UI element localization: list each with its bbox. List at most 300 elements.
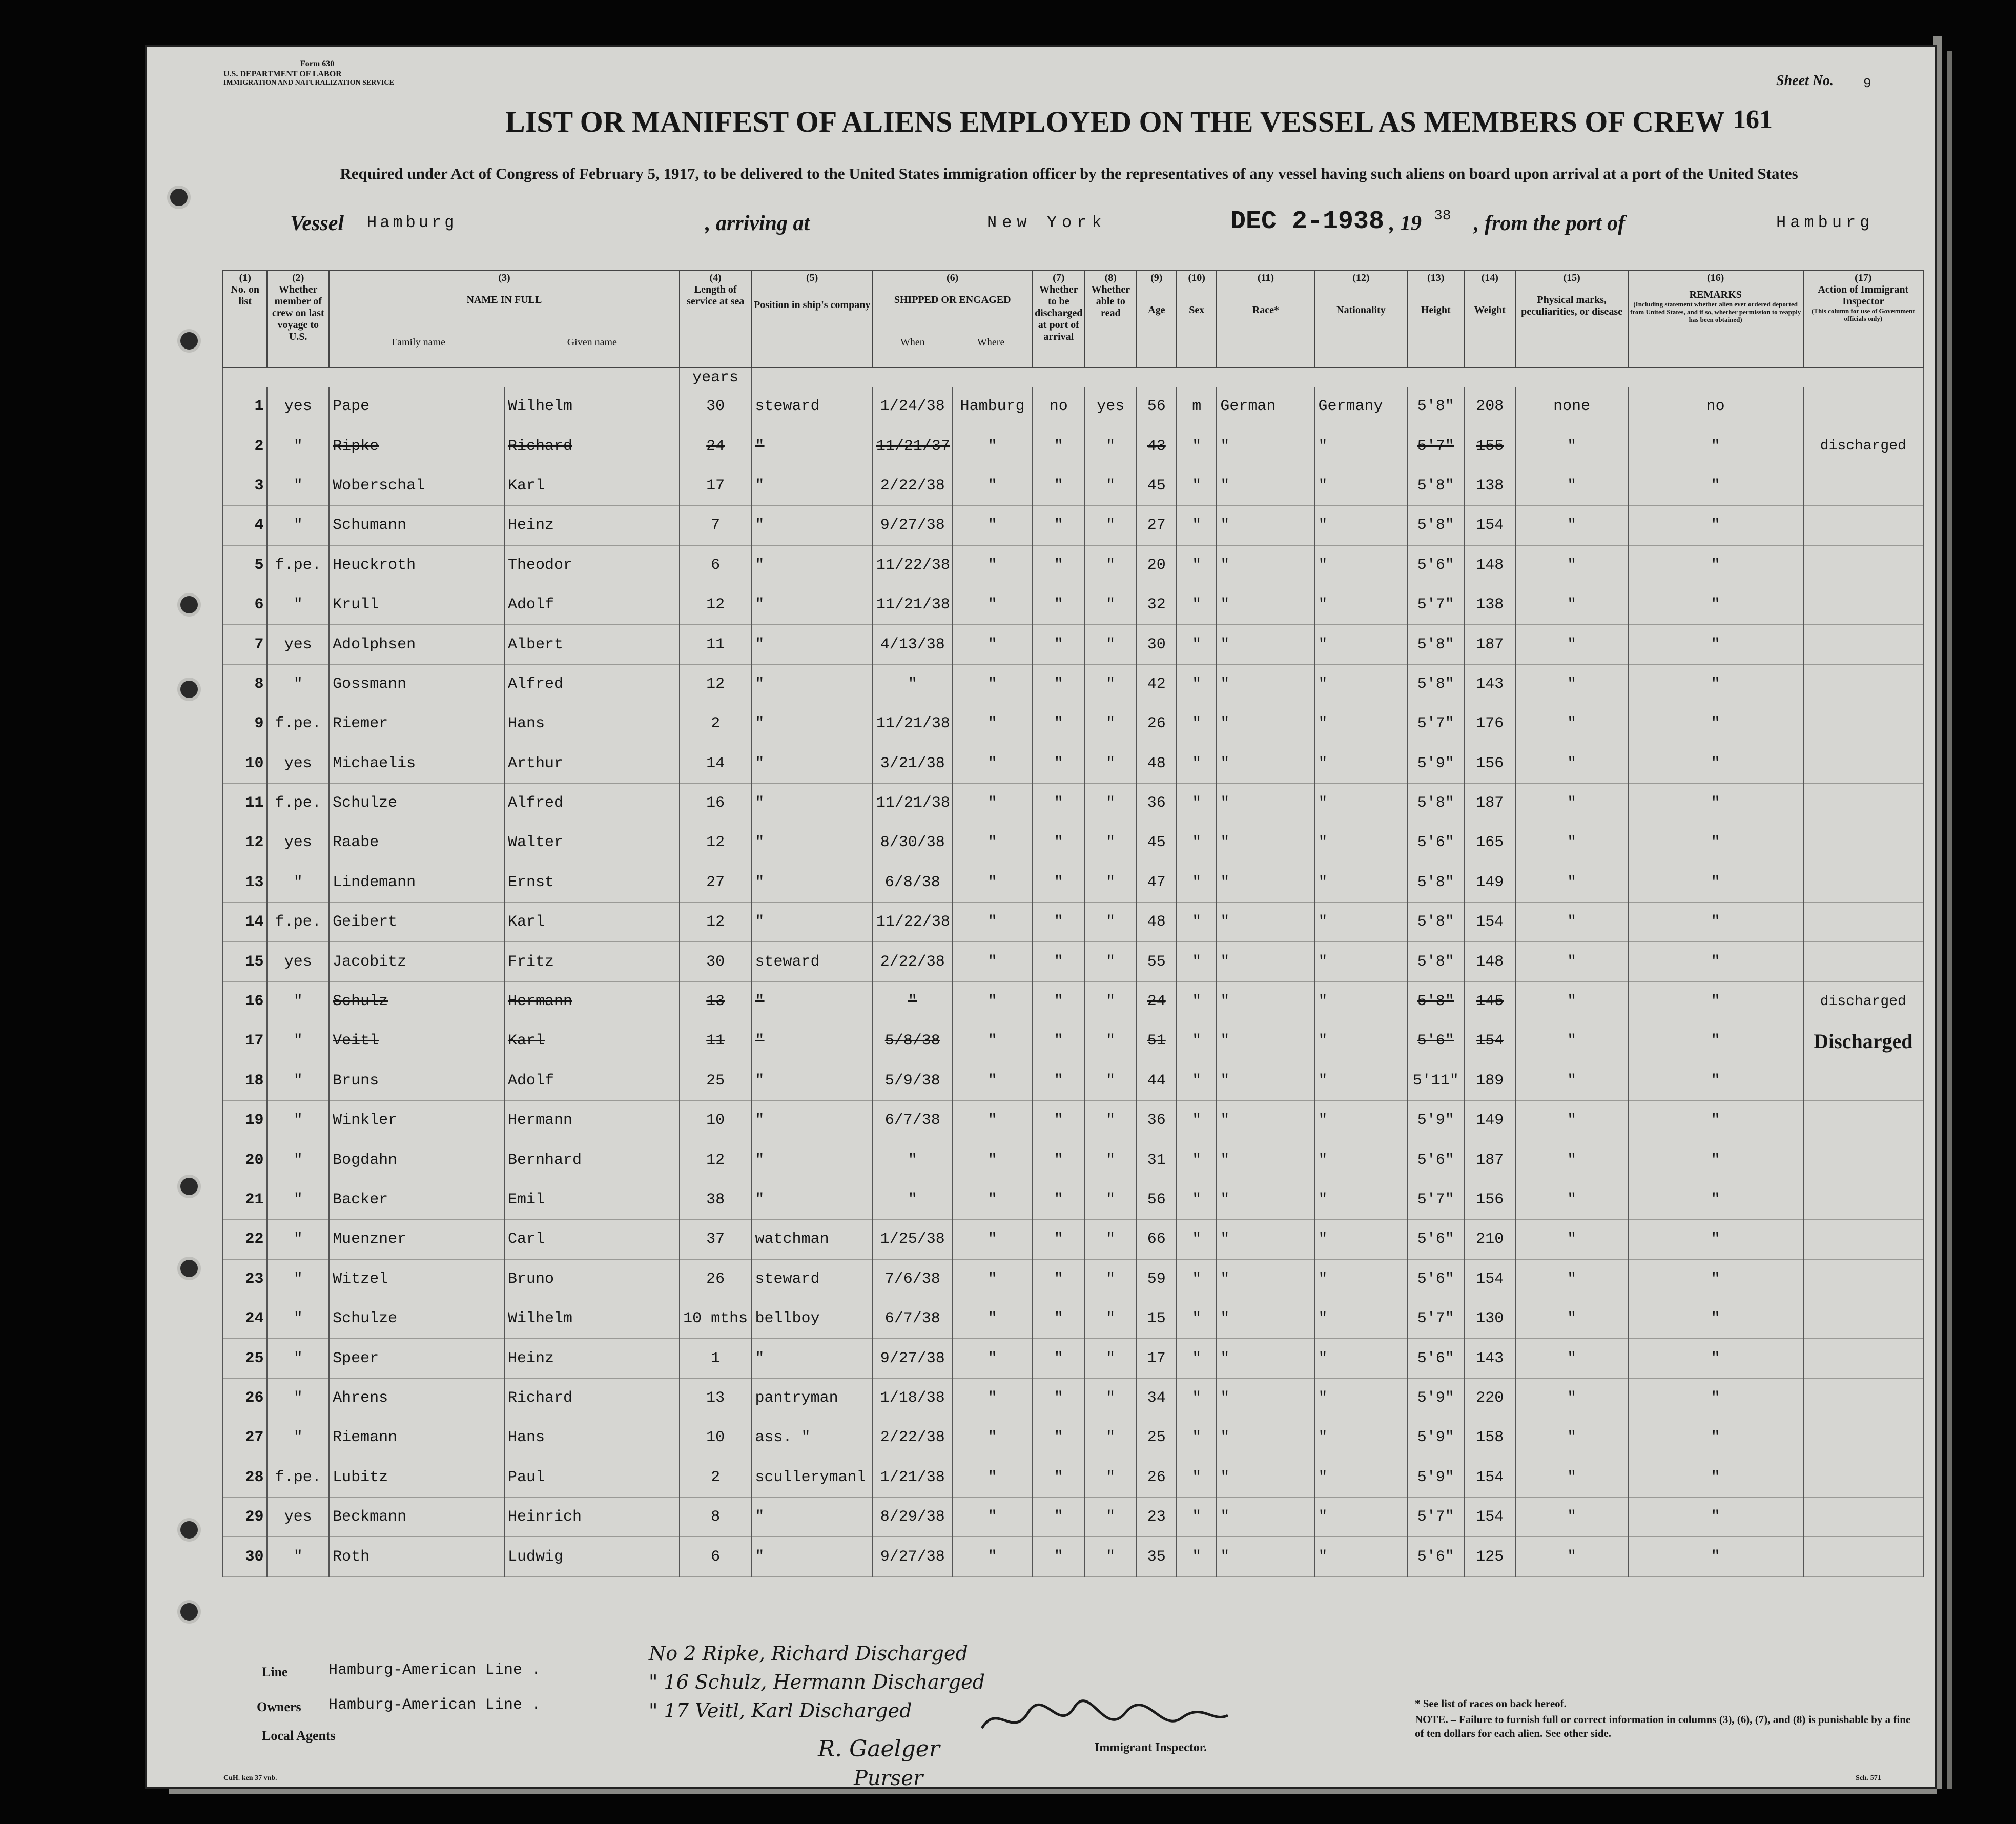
height-cell: 5'8" (1407, 387, 1464, 426)
row-number-cell: 30 (223, 1537, 267, 1576)
purser-signature: R. Gaelger (818, 1736, 940, 1762)
row-number-cell: 6 (223, 585, 267, 624)
shipped-when-header: When (900, 337, 925, 348)
discharge-flag-cell: " (1033, 1458, 1085, 1497)
family-name-cell: Adolphsen (329, 625, 504, 664)
height-cell: 5'7" (1407, 1299, 1464, 1338)
discharge-flag-cell: " (1033, 1220, 1085, 1259)
length-of-service-cell: 11 (680, 1021, 752, 1061)
age-cell: 23 (1137, 1497, 1177, 1536)
sex-cell: " (1177, 1497, 1217, 1536)
length-of-service-cell: 38 (680, 1180, 752, 1219)
shipped-where-cell: " (953, 1458, 1033, 1497)
binder-hole (177, 1518, 201, 1542)
weight-cell: 143 (1464, 664, 1516, 704)
given-name-cell: Bruno (504, 1259, 680, 1299)
physical-marks-cell: " (1516, 1378, 1628, 1418)
family-name-cell: Ripke (329, 426, 504, 466)
table-row (223, 585, 1923, 624)
inspector-action-cell (1803, 1220, 1923, 1259)
age-cell: 59 (1137, 1259, 1177, 1299)
family-name-cell: Pape (329, 387, 504, 426)
binder-hole (167, 186, 191, 209)
race-cell: " (1217, 903, 1314, 942)
weight-cell: 148 (1464, 545, 1516, 585)
table-row (223, 1458, 1923, 1497)
row-number-cell: 8 (223, 664, 267, 704)
remarks-cell: " (1628, 942, 1803, 981)
nationality-cell: " (1314, 426, 1407, 466)
shipped-when-cell: 1/25/38 (873, 1220, 953, 1259)
form-number: Form 630 (300, 59, 335, 68)
physical-marks-cell: " (1516, 903, 1628, 942)
given-name-cell: Albert (504, 625, 680, 664)
read-flag-cell: " (1085, 704, 1137, 744)
shipped-when-cell: 11/22/38 (873, 903, 953, 942)
family-name-cell: Jacobitz (329, 942, 504, 981)
sex-cell: " (1177, 1140, 1217, 1180)
sex-cell: " (1177, 981, 1217, 1021)
given-name-cell: Fritz (504, 942, 680, 981)
discharge-flag-cell: " (1033, 506, 1085, 545)
given-name-cell: Heinrich (504, 1497, 680, 1536)
sheet-no-value: 9 (1863, 76, 1871, 91)
inspector-signature (977, 1697, 1233, 1744)
age-cell: 30 (1137, 625, 1177, 664)
position-cell: " (752, 1140, 873, 1180)
given-name-cell: Hans (504, 1418, 680, 1458)
weight-cell: 187 (1464, 625, 1516, 664)
age-cell: 36 (1137, 1101, 1177, 1140)
read-flag-cell: " (1085, 863, 1137, 902)
weight-cell: 130 (1464, 1299, 1516, 1338)
table-row (223, 744, 1923, 783)
length-of-service-cell: 11 (680, 625, 752, 664)
prev-voyage-cell: f.pe. (267, 545, 329, 585)
age-cell: 36 (1137, 783, 1177, 823)
shipped-where-cell: " (953, 981, 1033, 1021)
read-flag-cell: " (1085, 1140, 1137, 1180)
shipped-when-cell: 9/27/38 (873, 1537, 953, 1576)
remarks-cell: " (1628, 1021, 1803, 1061)
inspector-action-cell (1803, 506, 1923, 545)
position-cell: " (752, 625, 873, 664)
shipped-where-cell: " (953, 823, 1033, 863)
physical-marks-cell: none (1516, 387, 1628, 426)
physical-marks-cell: " (1516, 426, 1628, 466)
remarks-cell: " (1628, 744, 1803, 783)
read-flag-cell: " (1085, 942, 1137, 981)
race-cell: " (1217, 942, 1314, 981)
remarks-cell: " (1628, 585, 1803, 624)
length-of-service-cell: 2 (680, 704, 752, 744)
race-cell: " (1217, 981, 1314, 1021)
table-row (223, 1418, 1923, 1458)
race-cell: " (1217, 1339, 1314, 1378)
sex-cell: " (1177, 744, 1217, 783)
remarks-cell: " (1628, 1339, 1803, 1378)
weight-cell: 154 (1464, 506, 1516, 545)
crew-rows (223, 387, 1923, 1576)
length-of-service-cell: 10 (680, 1418, 752, 1458)
inspector-action-cell (1803, 903, 1923, 942)
read-flag-cell: " (1085, 1180, 1137, 1219)
given-name-cell: Karl (504, 466, 680, 505)
nationality-cell: " (1314, 1497, 1407, 1536)
shipped-where-cell: " (953, 1021, 1033, 1061)
position-cell: " (752, 981, 873, 1021)
age-cell: 26 (1137, 1458, 1177, 1497)
length-of-service-cell: 12 (680, 1140, 752, 1180)
inspector-action-cell (1803, 625, 1923, 664)
weight-cell: 189 (1464, 1061, 1516, 1100)
given-name-cell: Heinz (504, 1339, 680, 1378)
race-cell: " (1217, 506, 1314, 545)
row-number-cell: 13 (223, 863, 267, 902)
row-number-cell: 17 (223, 1021, 267, 1061)
given-name-cell: Wilhelm (504, 1299, 680, 1338)
row-number-cell: 4 (223, 506, 267, 545)
race-cell: " (1217, 1458, 1314, 1497)
sex-cell: " (1177, 1537, 1217, 1576)
inspector-label: Immigrant Inspector. (1095, 1741, 1207, 1754)
age-cell: 32 (1137, 585, 1177, 624)
nationality-cell: " (1314, 664, 1407, 704)
length-of-service-cell: 37 (680, 1220, 752, 1259)
col-height-header: (13) Height (1407, 271, 1464, 368)
height-cell: 5'8" (1407, 625, 1464, 664)
family-name-cell: Schumann (329, 506, 504, 545)
sheet-no-label: Sheet No. (1776, 73, 1834, 89)
shipped-when-cell: 9/27/38 (873, 506, 953, 545)
inspector-action-cell (1803, 863, 1923, 902)
position-cell: " (752, 1537, 873, 1576)
nationality-cell: " (1314, 823, 1407, 863)
inspector-action-cell (1803, 545, 1923, 585)
race-cell: " (1217, 1140, 1314, 1180)
race-cell: German (1217, 387, 1314, 426)
prev-voyage-cell: " (267, 981, 329, 1021)
form-title: LIST OR MANIFEST OF ALIENS EMPLOYED ON THE VESSEL AS MEMBERS OF CREW (505, 105, 1725, 138)
physical-marks-cell: " (1516, 506, 1628, 545)
race-cell: " (1217, 466, 1314, 505)
length-of-service-cell: 12 (680, 903, 752, 942)
position-cell: " (752, 426, 873, 466)
discharge-flag-cell: " (1033, 1339, 1085, 1378)
inspector-action-cell (1803, 704, 1923, 744)
sex-cell: " (1177, 506, 1217, 545)
read-flag-cell: " (1085, 783, 1137, 823)
race-cell: " (1217, 1259, 1314, 1299)
nationality-cell: Germany (1314, 387, 1407, 426)
shipped-where-cell: Hamburg (953, 387, 1033, 426)
nationality-cell: " (1314, 1220, 1407, 1259)
nationality-cell: " (1314, 545, 1407, 585)
shipped-where-cell: " (953, 545, 1033, 585)
from-port-value: Hamburg (1776, 213, 1874, 232)
read-flag-cell: " (1085, 903, 1137, 942)
length-of-service-cell: 10 (680, 1101, 752, 1140)
shipped-when-cell: 4/13/38 (873, 625, 953, 664)
prev-voyage-cell: yes (267, 387, 329, 426)
row-number-cell: 12 (223, 823, 267, 863)
col-shipped-header: (6) SHIPPED OR ENGAGED When Where (873, 271, 1033, 368)
inspector-action-cell (1803, 466, 1923, 505)
family-name-cell: Muenzner (329, 1220, 504, 1259)
binder-hole (177, 1600, 201, 1624)
physical-marks-cell: " (1516, 466, 1628, 505)
sex-cell: " (1177, 625, 1217, 664)
table-row (223, 1537, 1923, 1576)
shipped-where-cell: " (953, 783, 1033, 823)
race-cell: " (1217, 1061, 1314, 1100)
age-cell: 45 (1137, 466, 1177, 505)
position-cell: " (752, 1339, 873, 1378)
prev-voyage-cell: " (267, 1220, 329, 1259)
row-number-cell: 11 (223, 783, 267, 823)
nationality-cell: " (1314, 1061, 1407, 1100)
shipped-where-cell: " (953, 506, 1033, 545)
height-cell: 5'7" (1407, 704, 1464, 744)
family-name-cell: Schulze (329, 1299, 504, 1338)
read-flag-cell: " (1085, 625, 1137, 664)
physical-marks-cell: " (1516, 1458, 1628, 1497)
row-number-cell: 15 (223, 942, 267, 981)
inspector-action-cell (1803, 664, 1923, 704)
shipped-when-cell: 11/21/38 (873, 585, 953, 624)
nationality-cell: " (1314, 466, 1407, 505)
age-cell: 26 (1137, 704, 1177, 744)
prev-voyage-cell: yes (267, 942, 329, 981)
read-flag-cell: " (1085, 1458, 1137, 1497)
given-name-cell: Arthur (504, 744, 680, 783)
height-cell: 5'6" (1407, 1220, 1464, 1259)
sex-cell: " (1177, 783, 1217, 823)
discharge-flag-cell: " (1033, 466, 1085, 505)
sex-cell: " (1177, 1180, 1217, 1219)
length-of-service-cell: 30 (680, 387, 752, 426)
service-label: IMMIGRATION AND NATURALIZATION SERVICE (223, 79, 394, 87)
row-number-cell: 14 (223, 903, 267, 942)
given-name-cell: Carl (504, 1220, 680, 1259)
given-name-cell: Richard (504, 426, 680, 466)
col-discharged-header: (7) Whether to be discharged at port of arrival (1033, 271, 1085, 368)
inspector-action-cell (1803, 783, 1923, 823)
table-row (223, 823, 1923, 863)
shipped-when-cell: 6/7/38 (873, 1299, 953, 1338)
owners-label: Owners (257, 1699, 301, 1714)
family-name-cell: Krull (329, 585, 504, 624)
nationality-cell: " (1314, 1140, 1407, 1180)
inspector-action-cell (1803, 1339, 1923, 1378)
table-row (223, 1259, 1923, 1299)
remarks-cell: " (1628, 981, 1803, 1021)
read-flag-cell: " (1085, 1378, 1137, 1418)
read-flag-cell: " (1085, 506, 1137, 545)
inspector-action-cell: discharged (1803, 981, 1923, 1021)
inspector-action-cell (1803, 1299, 1923, 1338)
family-name-cell: Heuckroth (329, 545, 504, 585)
given-name-cell: Theodor (504, 545, 680, 585)
remarks-cell: " (1628, 1101, 1803, 1140)
position-cell: " (752, 466, 873, 505)
prev-voyage-cell: " (267, 1259, 329, 1299)
nationality-cell: " (1314, 1299, 1407, 1338)
length-of-service-cell: 6 (680, 545, 752, 585)
owners-value: Hamburg-American Line . (328, 1696, 541, 1714)
age-cell: 15 (1137, 1299, 1177, 1338)
purser-label: Purser (854, 1767, 923, 1790)
position-cell: scullerymanl (752, 1458, 873, 1497)
physical-marks-cell: " (1516, 1418, 1628, 1458)
weight-cell: 143 (1464, 1339, 1516, 1378)
age-cell: 45 (1137, 823, 1177, 863)
given-name-cell: Ernst (504, 863, 680, 902)
sex-cell: " (1177, 1259, 1217, 1299)
length-of-service-cell: 16 (680, 783, 752, 823)
shipped-when-cell: 6/8/38 (873, 863, 953, 902)
nationality-cell: " (1314, 506, 1407, 545)
age-cell: 31 (1137, 1140, 1177, 1180)
shipped-when-cell: 11/21/38 (873, 704, 953, 744)
binder-hole (177, 593, 201, 617)
remarks-cell: " (1628, 1180, 1803, 1219)
race-cell: " (1217, 1537, 1314, 1576)
shipped-where-cell: " (953, 466, 1033, 505)
position-cell: steward (752, 387, 873, 426)
weight-cell: 208 (1464, 387, 1516, 426)
shipped-when-cell: 11/22/38 (873, 545, 953, 585)
read-flag-cell: " (1085, 664, 1137, 704)
page-edge-right-2 (1947, 51, 1952, 1789)
discharge-flag-cell: " (1033, 1497, 1085, 1536)
family-name-cell: Bogdahn (329, 1140, 504, 1180)
given-name-cell: Walter (504, 823, 680, 863)
family-name-cell: Geibert (329, 903, 504, 942)
height-cell: 5'7" (1407, 1497, 1464, 1536)
row-number-cell: 29 (223, 1497, 267, 1536)
shipped-where-cell: " (953, 1180, 1033, 1219)
table-row (223, 1299, 1923, 1338)
row-number-cell: 21 (223, 1180, 267, 1219)
shipped-when-cell: " (873, 664, 953, 704)
nationality-cell: " (1314, 1339, 1407, 1378)
sex-cell: " (1177, 1061, 1217, 1100)
discharge-flag-cell: " (1033, 426, 1085, 466)
position-cell: " (752, 1497, 873, 1536)
race-cell: " (1217, 625, 1314, 664)
sex-cell: " (1177, 1418, 1217, 1458)
length-of-service-cell: 30 (680, 942, 752, 981)
length-of-service-cell: 13 (680, 981, 752, 1021)
shipped-where-cell: " (953, 1101, 1033, 1140)
age-cell: 48 (1137, 744, 1177, 783)
family-name-cell: Witzel (329, 1259, 504, 1299)
shipped-where-cell: " (953, 1418, 1033, 1458)
weight-cell: 210 (1464, 1220, 1516, 1259)
length-of-service-cell: 13 (680, 1378, 752, 1418)
nationality-cell: " (1314, 1180, 1407, 1219)
remarks-cell: " (1628, 506, 1803, 545)
position-cell: " (752, 506, 873, 545)
height-cell: 5'6" (1407, 1259, 1464, 1299)
shipped-when-cell: 5/8/38 (873, 1021, 953, 1061)
length-of-service-cell: 12 (680, 823, 752, 863)
shipped-when-cell: 7/6/38 (873, 1259, 953, 1299)
sex-cell: " (1177, 1021, 1217, 1061)
binder-hole (177, 1175, 201, 1198)
physical-marks-cell: " (1516, 823, 1628, 863)
family-name-cell: Riemer (329, 704, 504, 744)
discharge-note-3: " 17 Veitl, Karl Discharged (649, 1699, 912, 1722)
age-cell: 51 (1137, 1021, 1177, 1061)
table-row (223, 1378, 1923, 1418)
nationality-cell: " (1314, 783, 1407, 823)
table-row (223, 426, 1923, 466)
inspector-action-cell (1803, 1140, 1923, 1180)
position-cell: " (752, 863, 873, 902)
read-flag-cell: " (1085, 1497, 1137, 1536)
position-cell: " (752, 823, 873, 863)
family-name-cell: Woberschal (329, 466, 504, 505)
read-flag-cell: " (1085, 466, 1137, 505)
nationality-cell: " (1314, 1378, 1407, 1418)
nationality-cell: " (1314, 1537, 1407, 1576)
prev-voyage-cell: " (267, 426, 329, 466)
age-cell: 35 (1137, 1537, 1177, 1576)
col-marks-header: (15) Physical marks, peculiarities, or disease (1516, 271, 1628, 368)
given-name-header: Given name (567, 337, 617, 348)
given-name-cell: Heinz (504, 506, 680, 545)
sex-cell: " (1177, 903, 1217, 942)
read-flag-cell: " (1085, 981, 1137, 1021)
years-row (223, 368, 1923, 387)
read-flag-cell: " (1085, 585, 1137, 624)
shipped-where-cell: " (953, 664, 1033, 704)
table-row (223, 1180, 1923, 1219)
position-cell: " (752, 744, 873, 783)
age-cell: 24 (1137, 981, 1177, 1021)
discharge-flag-cell: " (1033, 664, 1085, 704)
height-cell: 5'8" (1407, 466, 1464, 505)
age-cell: 42 (1137, 664, 1177, 704)
shipped-when-cell: 2/22/38 (873, 942, 953, 981)
table-row (223, 981, 1923, 1021)
age-cell: 66 (1137, 1220, 1177, 1259)
row-number-cell: 22 (223, 1220, 267, 1259)
year-value: 38 (1434, 208, 1451, 224)
age-cell: 25 (1137, 1418, 1177, 1458)
shipped-where-cell: " (953, 585, 1033, 624)
length-of-service-cell: 8 (680, 1497, 752, 1536)
weight-cell: 125 (1464, 1537, 1516, 1576)
race-cell: " (1217, 545, 1314, 585)
shipped-when-cell: 2/22/38 (873, 1418, 953, 1458)
prev-voyage-cell: " (267, 466, 329, 505)
prev-voyage-cell: f.pe. (267, 903, 329, 942)
discharge-flag-cell: " (1033, 783, 1085, 823)
physical-marks-cell: " (1516, 1497, 1628, 1536)
read-flag-cell: yes (1085, 387, 1137, 426)
manifest-sheet (145, 45, 1937, 1789)
table-row (223, 1497, 1923, 1536)
prev-voyage-cell: " (267, 1101, 329, 1140)
col-race-header: (11) Race* (1217, 271, 1314, 368)
position-cell: " (752, 1101, 873, 1140)
remarks-cell: " (1628, 1061, 1803, 1100)
prev-voyage-cell: yes (267, 744, 329, 783)
row-number-cell: 1 (223, 387, 267, 426)
